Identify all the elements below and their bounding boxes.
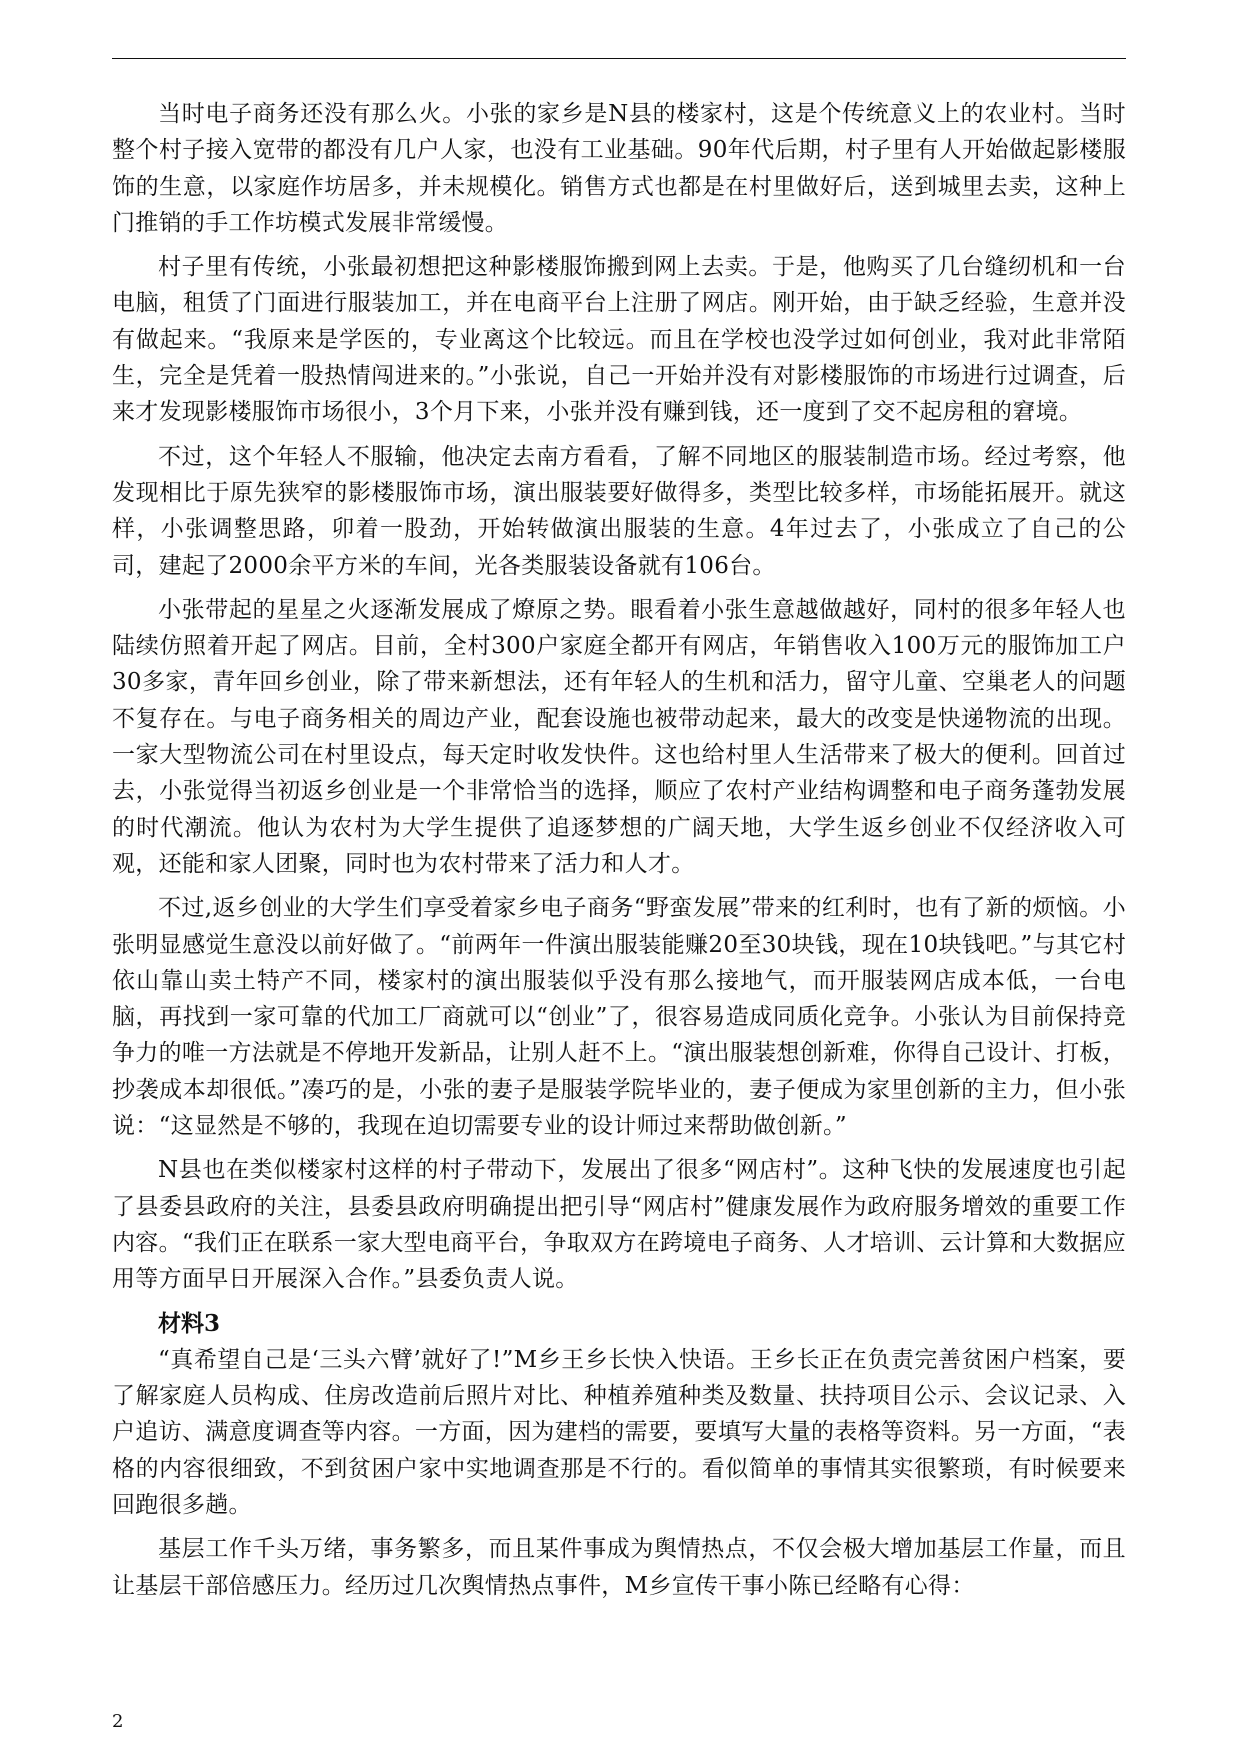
document-body <box>112 96 1126 1612</box>
paragraph: 当时电子商务还没有那么火。小张的家乡是N县的楼家村，这是个传统意义上的农业村。当时整个村子接入宽带的都没有几户人家，也没有工业基础。90年代后期，村子里有人开始做起影楼服饰的生意，以家庭作坊居多，并未规模化。销售方式也都是在村里做好后，送到城里去卖，这种上门推销的手工作坊模式发展非常缓慢。 <box>112 101 1126 236</box>
paragraph: 小张带起的星星之火逐渐发展成了燎原之势。眼看着小张生意越做越好，同村的很多年轻人也陆续仿照着开起了网店。目前，全村300户家庭全都开有网店，年销售收入100万元的服饰加工户30多家，青年回乡创业，除了带来新想法，还有年轻人的生机和活力，留守儿童、空巢老人的问题不复存在。与电子商务相关的周边产业，配套设施也被带动起来，最大的改变是快递物流的出现。一家大型物流公司在村里设点，每天定时收发快件。这也给村里人生活带来了极大的便利。回首过去，小张觉得当初返乡创业是一个非常恰当的选择，顺应了农村产业结构调整和电子商务蓬勃发展的时代潮流。他认为农村为大学生提供了追逐梦想的广阔天地，大学生返乡创业不仅经济收入可观，还能和家人团聚，同时也为农村带来了活力和人才。 <box>112 596 1126 877</box>
paragraph: 不过,返乡创业的大学生们享受着家乡电子商务“野蛮发展”带来的红利时，也有了新的烦恼。小张明显感觉生意没以前好做了。“前两年一件演出服装能赚20至30块钱，现在10块钱吧。”与其它村依山靠山卖土特产不同，楼家村的演出服装似乎没有那么接地气，而开服装网店成本低，一台电脑，再找到一家可靠的代加工厂商就可以“创业”了，很容易造成同质化竞争。小张认为目前保持竞争力的唯一方法就是不停地开发新品，让别人赶不上。“演出服装想创新难，你得自己设计、打板，抄袭成本却很低。”凑巧的是，小张的妻子是服装学院毕业的，妻子便成为家里创新的主力，但小张说：“这显然是不够的，我现在迫切需要专业的设计师过来帮助做创新。” <box>112 895 1126 1140</box>
paragraph: N县也在类似楼家村这样的村子带动下，发展出了很多“网店村”。这种飞快的发展速度也引起了县委县政府的关注，县委县政府明确提出把引导“网店村”健康发展作为政府服务增效的重要工作内容。“我们正在联系一家大型电商平台，争取双方在跨境电子商务、人才培训、云计算和大数据应用等方面早日开展深入合作。”县委负责人说。 <box>112 1157 1126 1293</box>
paragraph: 基层工作千头万绪，事务繁多，而且某件事成为舆情热点，不仅会极大增加基层工作量，而且让基层干部倍感压力。经历过几次舆情热点事件，M乡宣传干事小陈已经略有心得： <box>112 1536 1126 1599</box>
page-number: 2 <box>112 1711 124 1732</box>
paragraph: 不过，这个年轻人不服输，他决定去南方看看，了解不同地区的服装制造市场。经过考察，他发现相比于原先狭窄的影楼服饰市场，演出服装要好做得多，类型比较多样，市场能拓展开。就这样，小张调整思路，卯着一股劲，开始转做演出服装的生意。4年过去了，小张成立了自己的公司，建起了2000余平方米的车间，光各类服装设备就有106台。 <box>112 443 1126 579</box>
section-heading: 材料3 <box>158 1309 221 1337</box>
paragraph: “真希望自己是‘三头六臂’就好了!”M乡王乡长快入快语。王乡长正在负责完善贫困户档案，要了解家庭人员构成、住房改造前后照片对比、种植养殖种类及数量、扶持项目公示、会议记录、入户追访、满意度调查等内容。一方面，因为建档的需要，要填写大量的表格等资料。另一方面，“表格的内容很细致，不到贫困户家中实地调查那是不行的。看似简单的事情其实很繁琐，有时候要来回跑很多趟。 <box>112 1346 1126 1518</box>
header-rule <box>112 58 1126 59</box>
paragraph: 村子里有传统，小张最初想把这种影楼服饰搬到网上去卖。于是，他购买了几台缝纫机和一台电脑，租赁了门面进行服装加工，并在电商平台上注册了网店。刚开始，由于缺乏经验，生意并没有做起来。“我原来是学医的，专业离这个比较远。而且在学校也没学过如何创业，我对此非常陌生，完全是凭着一股热情闯进来的。”小张说，自己一开始并没有对影楼服饰的市场进行过调查，后来才发现影楼服饰市场很小，3个月下来，小张并没有赚到钱，还一度到了交不起房租的窘境。 <box>112 254 1126 426</box>
